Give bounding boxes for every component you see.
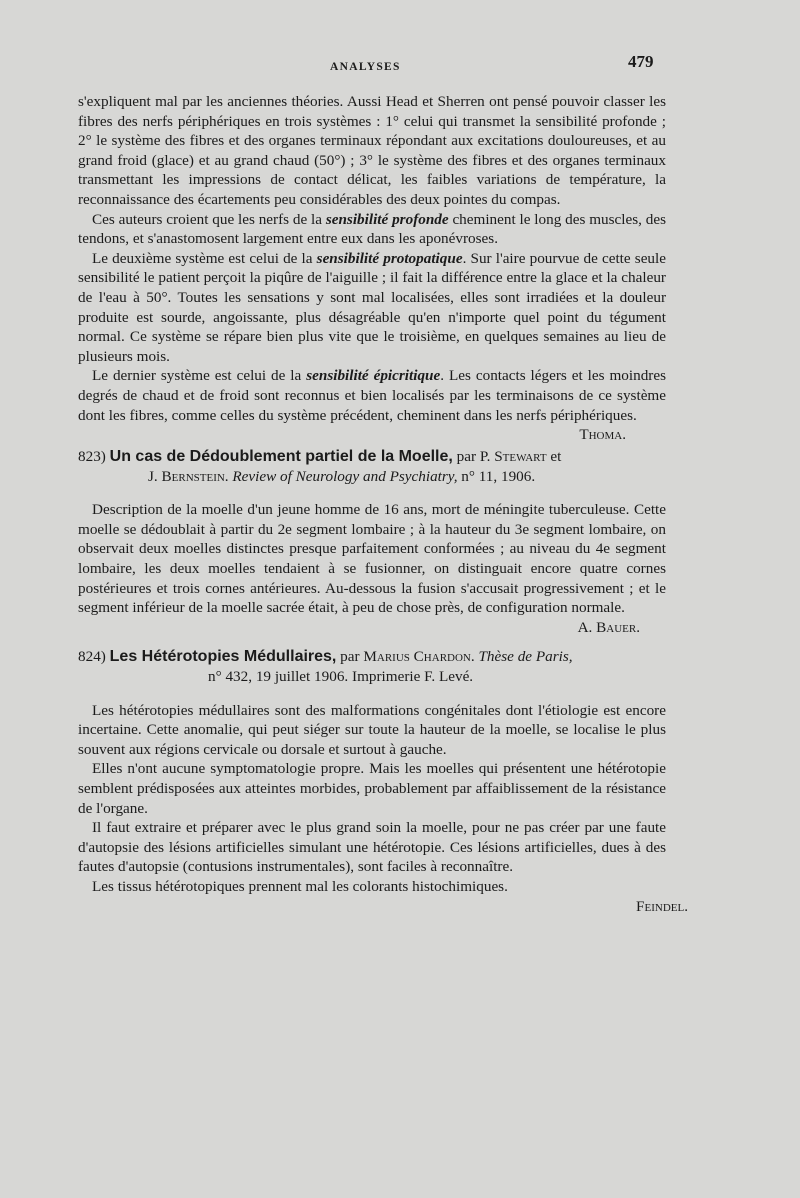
paragraph: Les tissus hétérotopiques prennent mal les colorants histochimiques. bbox=[92, 877, 508, 895]
author: J. Bernstein. bbox=[148, 467, 229, 485]
paragraph: Il faut extraire et préparer avec le plus grand soin la moelle, pour ne pas créer par une faute d'autopsie des lésions artificielles simulant une hétérotopie. Ces lésions artificielles, dues à des fautes d'autopsie (contusions instrumentales), sont faciles à reconnaître. bbox=[78, 819, 666, 876]
article-heading-line: 823) Un cas de Dédoublement partiel de la Moelle, par P. Stewart et bbox=[78, 448, 562, 466]
thesis-name: Thèse de Paris, bbox=[474, 648, 573, 666]
running-title: ANALYSES bbox=[330, 61, 401, 73]
running-head bbox=[0, 52, 800, 76]
signature: Thoma. bbox=[579, 426, 626, 444]
page-content bbox=[78, 92, 688, 916]
paragraph: Description de la moelle d'un jeune homme de 16 ans, mort de méningite tuberculeuse. Cette moelle se dédoublait à partir du 2e segment lombaire ; à la hauteur du 3e segment lombaire, on observait deux moelles distinctes presque parfaitement conformées ; au niveau du 4e segment lombaire, les deux moelles tendaient à se fusionner, on distinguait encore quatre cornes postérieures et trois cornes antérieures. Au-dessous la fusion s'accusait progressivement ; et le segment inférieur de la moelle sacrée était, à peu de chose près, de configuration normale. bbox=[78, 501, 666, 617]
article-title: Les Hétérotopies Médullaires, bbox=[109, 648, 337, 666]
article-heading-line: 824) Les Hétérotopies Médullaires, par Marius Chardon. Thèse de Paris, bbox=[78, 648, 573, 666]
journal-name: Review of Neurology and Psychiatry, bbox=[228, 467, 458, 485]
paragraph: Ces auteurs croient que les nerfs de la sensibilité profonde cheminent le long des muscles, des tendons, et s'anastomosent largement entre eux dans les aponévroses. bbox=[78, 210, 666, 248]
article-number: 823) bbox=[78, 448, 106, 466]
paragraph: Le deuxième système est celui de la sensibilité protopatique. Sur l'aire pourvue de cette seule sensibilité le patient perçoit la piqûre de l'aiguille ; il fait la différence entre la glace et la chaleur de l'eau à 50°. Toutes les sensations y sont mal localisées, elles sont irradiées et la douleur produite est sourde, angoissante, plus désagréable qu'en n'importe quel point du tégument normal. Ce système se répare bien plus vite que le troisième, en quelques semaines au lieu de plusieurs mois. bbox=[78, 249, 666, 365]
paragraph: Les hétérotopies médullaires sont des malformations congénitales dont l'étiologie est encore incertaine. Cette anomalie, qui peut siéger sur toute la hauteur de la moelle, se localise le plus souvent aux régions cervicale ou dorsale et surtout à gauche. bbox=[78, 701, 666, 758]
emphasis: sensibilité protopatique bbox=[316, 249, 463, 267]
article-heading-line: n° 432, 19 juillet 1906. Imprimerie F. Levé. bbox=[208, 668, 474, 686]
emphasis: sensibilité épicritique bbox=[306, 367, 441, 385]
paragraph: s'expliquent mal par les anciennes théories. Aussi Head et Sherren ont pensé pouvoir classer les fibres des nerfs périphériques en trois systèmes : 1° celui qui transmet la sensibilité profonde ; 2° le système des fibres et des organes terminaux répondant aux excitations douloureuses, et au grand froid (glace) et au grand chaud (50°) ; 3° le système des fibres et des organes terminaux transmettant les impressions de contact délicat, les faibles variations de température, la reconnaissance des écartements peu considérables des deux pointes du compas. bbox=[78, 93, 666, 208]
page-number: 479 bbox=[628, 52, 654, 71]
article-heading bbox=[78, 647, 666, 686]
signature: Feindel. bbox=[636, 897, 688, 915]
article-heading-line: J. Bernstein. Review of Neurology and Psychiatry, n° 11, 1906. bbox=[148, 467, 536, 485]
article-number: 824) bbox=[78, 648, 106, 666]
emphasis: sensibilité profonde bbox=[325, 210, 449, 228]
article-title: Un cas de Dédoublement partiel de la Moelle, bbox=[109, 448, 453, 466]
article-heading bbox=[78, 447, 666, 486]
author: Marius Chardon. bbox=[363, 648, 475, 666]
author: Stewart bbox=[494, 448, 547, 466]
paragraph: Elles n'ont aucune symptomatologie propre. Mais les moelles qui présentent une hétérotopie semblent prédisposées aux atteintes morbides, probablement par affaiblissement de la résistance de l'organe. bbox=[78, 760, 666, 817]
signature: A. Bauer. bbox=[577, 618, 640, 636]
paragraph: Le dernier système est celui de la sensibilité épicritique. Les contacts légers et les moindres degrés de chaud et de froid sont reconnus et bien localisés par les terminaisons de ce système dont les fibres, comme celles du système précédent, cheminent dans les nerfs périphériques. Thoma. bbox=[78, 367, 666, 444]
